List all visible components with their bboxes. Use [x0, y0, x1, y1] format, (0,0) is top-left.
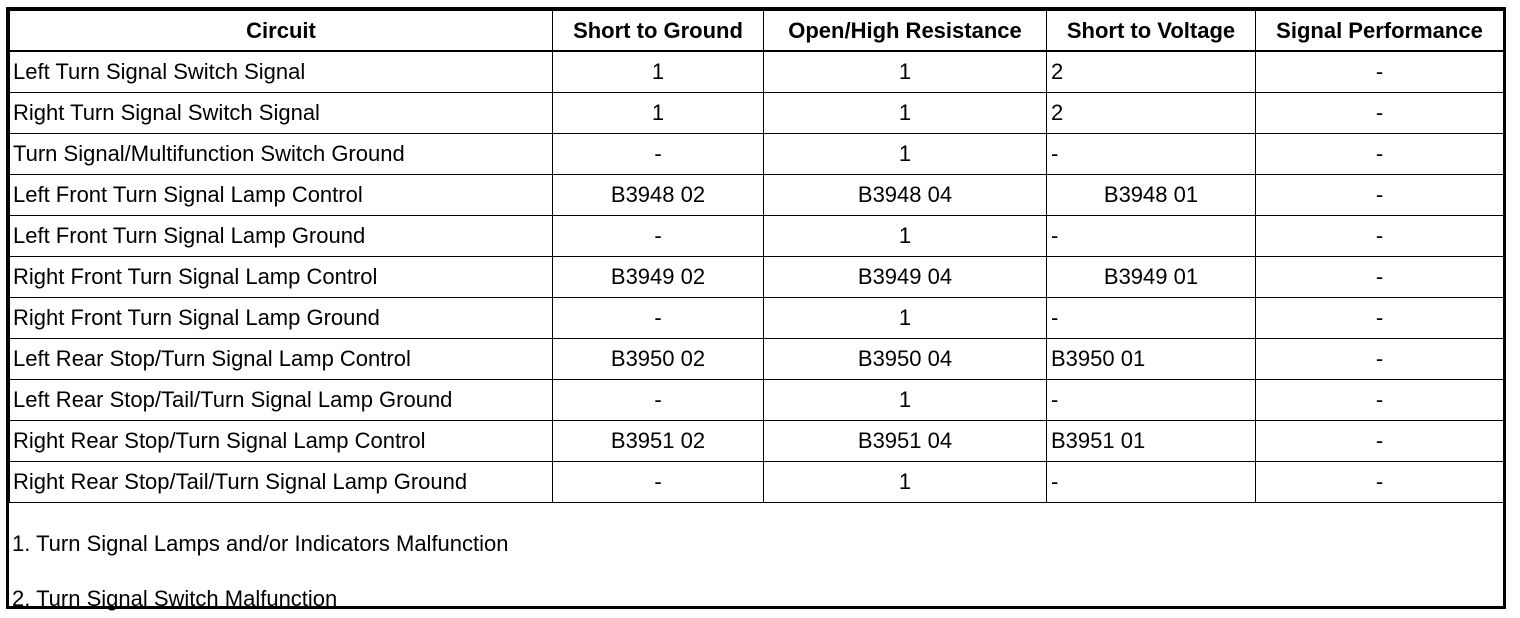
open-high-resistance-cell: 1: [764, 51, 1047, 93]
short-to-voltage-cell: 2: [1047, 93, 1256, 134]
short-to-ground-cell: B3948 02: [553, 175, 764, 216]
table-row: [10, 51, 1504, 93]
short-to-voltage-cell: -: [1047, 462, 1256, 503]
circuit-cell: Left Front Turn Signal Lamp Ground: [10, 216, 553, 257]
header-short-to-ground: Short to Ground: [553, 11, 764, 52]
circuit-cell: Left Turn Signal Switch Signal: [10, 51, 553, 93]
short-to-voltage-cell: -: [1047, 134, 1256, 175]
circuit-cell: Right Turn Signal Switch Signal: [10, 93, 553, 134]
open-high-resistance-cell: 1: [764, 380, 1047, 421]
short-to-ground-cell: B3951 02: [553, 421, 764, 462]
short-to-voltage-cell: -: [1047, 380, 1256, 421]
short-to-voltage-cell: B3951 01: [1047, 421, 1256, 462]
signal-performance-cell: -: [1256, 421, 1504, 462]
circuit-cell: Left Front Turn Signal Lamp Control: [10, 175, 553, 216]
circuit-cell: Right Rear Stop/Tail/Turn Signal Lamp Ground: [10, 462, 553, 503]
circuit-cell: Turn Signal/Multifunction Switch Ground: [10, 134, 553, 175]
short-to-ground-cell: B3949 02: [553, 257, 764, 298]
header-open-high-resistance: Open/High Resistance: [764, 11, 1047, 52]
signal-performance-cell: -: [1256, 298, 1504, 339]
open-high-resistance-cell: B3950 04: [764, 339, 1047, 380]
table-header-row: [10, 11, 1504, 52]
open-high-resistance-cell: B3949 04: [764, 257, 1047, 298]
short-to-ground-cell: -: [553, 298, 764, 339]
footnote-1: 1. Turn Signal Lamps and/or Indicators Malfunction: [12, 531, 509, 556]
header-short-to-voltage: Short to Voltage: [1047, 11, 1256, 52]
signal-performance-cell: -: [1256, 175, 1504, 216]
circuit-cell: Right Rear Stop/Turn Signal Lamp Control: [10, 421, 553, 462]
circuit-cell: Left Rear Stop/Turn Signal Lamp Control: [10, 339, 553, 380]
header-circuit: Circuit: [10, 11, 553, 52]
signal-performance-cell: -: [1256, 462, 1504, 503]
short-to-voltage-cell: B3949 01: [1047, 257, 1256, 298]
table-row: [10, 257, 1504, 298]
open-high-resistance-cell: 1: [764, 462, 1047, 503]
open-high-resistance-cell: 1: [764, 298, 1047, 339]
header-signal-performance: Signal Performance: [1256, 11, 1504, 52]
footnotes: [9, 516, 1503, 611]
footnote-2: 2. Turn Signal Switch Malfunction: [12, 586, 338, 611]
short-to-voltage-cell: 2: [1047, 51, 1256, 93]
signal-performance-cell: -: [1256, 51, 1504, 93]
circuit-cell: Left Rear Stop/Tail/Turn Signal Lamp Ground: [10, 380, 553, 421]
signal-performance-cell: -: [1256, 380, 1504, 421]
short-to-voltage-cell: B3948 01: [1047, 175, 1256, 216]
signal-performance-cell: -: [1256, 134, 1504, 175]
short-to-ground-cell: B3950 02: [553, 339, 764, 380]
table-frame: [6, 7, 1506, 609]
circuit-cell: Right Front Turn Signal Lamp Control: [10, 257, 553, 298]
short-to-ground-cell: -: [553, 216, 764, 257]
signal-performance-cell: -: [1256, 257, 1504, 298]
short-to-ground-cell: 1: [553, 51, 764, 93]
short-to-ground-cell: -: [553, 380, 764, 421]
open-high-resistance-cell: B3951 04: [764, 421, 1047, 462]
table-row: [10, 175, 1504, 216]
short-to-ground-cell: -: [553, 462, 764, 503]
short-to-voltage-cell: -: [1047, 298, 1256, 339]
short-to-ground-cell: -: [553, 134, 764, 175]
signal-performance-cell: -: [1256, 216, 1504, 257]
circuit-cell: Right Front Turn Signal Lamp Ground: [10, 298, 553, 339]
open-high-resistance-cell: B3948 04: [764, 175, 1047, 216]
open-high-resistance-cell: 1: [764, 93, 1047, 134]
table-row: [10, 134, 1504, 175]
table-row: [10, 339, 1504, 380]
table-row: [10, 298, 1504, 339]
table-row: [10, 462, 1504, 503]
short-to-voltage-cell: -: [1047, 216, 1256, 257]
table-row: [10, 380, 1504, 421]
short-to-voltage-cell: B3950 01: [1047, 339, 1256, 380]
open-high-resistance-cell: 1: [764, 216, 1047, 257]
circuit-table: [9, 10, 1504, 503]
table-row: [10, 421, 1504, 462]
signal-performance-cell: -: [1256, 339, 1504, 380]
signal-performance-cell: -: [1256, 93, 1504, 134]
open-high-resistance-cell: 1: [764, 134, 1047, 175]
table-row: [10, 216, 1504, 257]
table-row: [10, 93, 1504, 134]
short-to-ground-cell: 1: [553, 93, 764, 134]
